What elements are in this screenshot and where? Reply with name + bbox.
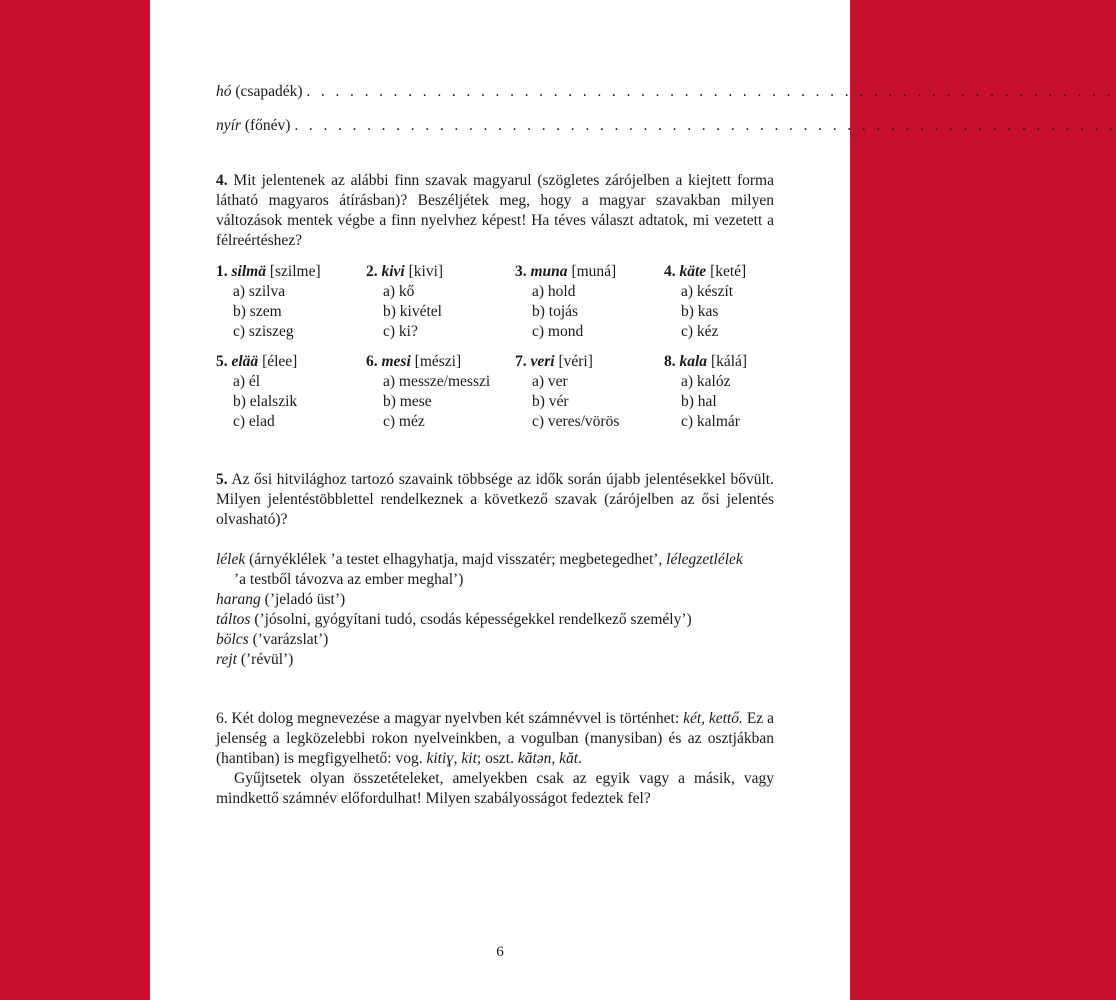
- finn-word: silmä: [231, 263, 266, 280]
- option: b) szem: [233, 303, 282, 320]
- pronunciation: [véri]: [558, 353, 593, 370]
- fill-dots: . . . . . . . . . . . . . . . . . . . . . . . . . . . . . . . . . . . . . . . . . . . . . . . . . . . . . . . .: [306, 83, 1114, 100]
- fill-dots: . . . . . . . . . . . . . . . . . . . . . . . . . . . . . . . . . . . . . . . . . . . . . . . . . . . . . . . . .: [294, 117, 1116, 134]
- fill-note: (csapadék): [235, 83, 303, 100]
- pronunciation: [szilme]: [269, 263, 321, 280]
- pronunciation: [keté]: [710, 263, 747, 280]
- page: [150, 0, 1116, 1000]
- list-item: bölcs (’varázslat’): [216, 631, 329, 648]
- finn-word: käte: [679, 263, 707, 280]
- option: a) készít: [681, 283, 734, 300]
- option: b) kivétel: [383, 303, 442, 320]
- task-6-paragraph-2: Gyűjtsetek olyan összetételeket, amelyekben csak az egyik vagy a másik, vagy mindkettő számnév előfordulhat! Milyen szabályosságot fedeztek fel?: [216, 770, 774, 807]
- word-option-group: 3. muna [muná] a) hold b) tojás c) mond: [515, 263, 617, 340]
- option: a) szilva: [233, 283, 286, 300]
- finn-word: kala: [679, 353, 708, 370]
- option: c) kalmár: [681, 413, 740, 430]
- option: a) hold: [532, 283, 576, 300]
- list-item: harang (’jeladó üst’): [216, 591, 346, 608]
- fill-line-ho: [216, 82, 1114, 102]
- option: a) él: [233, 373, 261, 390]
- task-5-prompt: [216, 470, 774, 530]
- word-option-group: 6. mesi [mészi] a) messze/messzi b) mese c) méz: [366, 353, 491, 430]
- word-option-group: 7. veri [véri] a) ver b) vér c) veres/vörös: [515, 353, 620, 430]
- fill-line-nyir: [216, 116, 1116, 136]
- task-text: Az ősi hitvilághoz tartozó szavaink többsége az idők során újabb jelentésekkel bővült. Milyen jelentéstöbblettel rendelkeznek a következő szavak (zárójelben az ősi jelentés olvasható)?: [216, 471, 774, 528]
- list-item: rejt (’révül’): [216, 651, 294, 668]
- option: b) tojás: [532, 303, 579, 320]
- option: b) kas: [681, 303, 719, 320]
- option: a) kő: [383, 283, 415, 300]
- fill-word: hó: [216, 83, 232, 100]
- option: a) kalóz: [681, 373, 731, 390]
- pronunciation: [kivi]: [408, 263, 444, 280]
- pronunciation: [muná]: [571, 263, 617, 280]
- list-item: lélek (árnyéklélek ’a testet elhagyhatja, majd visszatér; megbetegedhet’, lélegzetlélek: [216, 551, 743, 568]
- option: c) elad: [233, 413, 275, 430]
- task-number: 4.: [216, 172, 228, 189]
- page-number: 6: [496, 944, 504, 960]
- word-option-group: 1. silmä [szilme] a) szilva b) szem c) sziszeg: [216, 263, 321, 340]
- fill-note: (főnév): [244, 117, 291, 134]
- pronunciation: [élee]: [262, 353, 298, 370]
- finn-word: mesi: [381, 353, 411, 370]
- finn-word: elää: [231, 353, 259, 370]
- option: c) mond: [532, 323, 584, 340]
- option: b) mese: [383, 393, 432, 410]
- list-item: táltos (’jósolni, gyógyítani tudó, csodás képességekkel rendelkező személy’): [216, 611, 692, 628]
- option: b) elalszik: [233, 393, 298, 410]
- option: c) sziszeg: [233, 323, 294, 340]
- task-number: 5.: [216, 471, 228, 488]
- task-4-prompt: [216, 171, 774, 251]
- word-option-group: 2. kivi [kivi] a) kő b) kivétel c) ki?: [366, 263, 444, 340]
- option: a) ver: [532, 373, 568, 390]
- list-item-continuation: ’a testből távozva az ember meghal’): [234, 571, 464, 588]
- word-option-group: 8. kala [kálá] a) kalóz b) hal c) kalmár: [664, 353, 748, 430]
- finn-word: muna: [530, 263, 568, 280]
- fill-word: nyír: [216, 117, 241, 134]
- task-6-prompt: 6. Két dolog megnevezése a magyar nyelvben két számnévvel is történhet: két, kettő. Ez a jelenség a legközelebbi rokon nyelveinkben, a vogulban (manysiban) és az osztjákban (hantiban) is megfigyelhető: vog. kitiɣ, kit; oszt. kătən, kăt.: [216, 710, 774, 767]
- word-option-group: 4. käte [keté] a) készít b) kas c) kéz: [664, 263, 747, 340]
- pronunciation: [mészi]: [414, 353, 462, 370]
- option: a) messze/messzi: [383, 373, 491, 390]
- option: c) méz: [383, 413, 425, 430]
- pronunciation: [kálá]: [710, 353, 748, 370]
- task-5-list: [216, 550, 743, 670]
- option: b) hal: [681, 393, 717, 410]
- word-option-group: 5. elää [élee] a) él b) elalszik c) elad: [216, 353, 298, 430]
- option: c) ki?: [383, 323, 418, 340]
- finn-word: veri: [530, 353, 555, 370]
- option: c) veres/vörös: [532, 413, 620, 430]
- option: b) vér: [532, 393, 569, 410]
- finn-word: kivi: [381, 263, 405, 280]
- option: c) kéz: [681, 323, 719, 340]
- task-text: Mit jelentenek az alábbi finn szavak magyarul (szögletes zárójelben a kiejtett forma látható magyaros átírásban)? Beszéljétek meg, hogy a magyar szavakban milyen változások mentek végbe a finn nyelvhez képest! Ha téves választ adtatok, mi vezetett a félreértéshez?: [216, 172, 774, 249]
- task-number: 6.: [216, 710, 228, 727]
